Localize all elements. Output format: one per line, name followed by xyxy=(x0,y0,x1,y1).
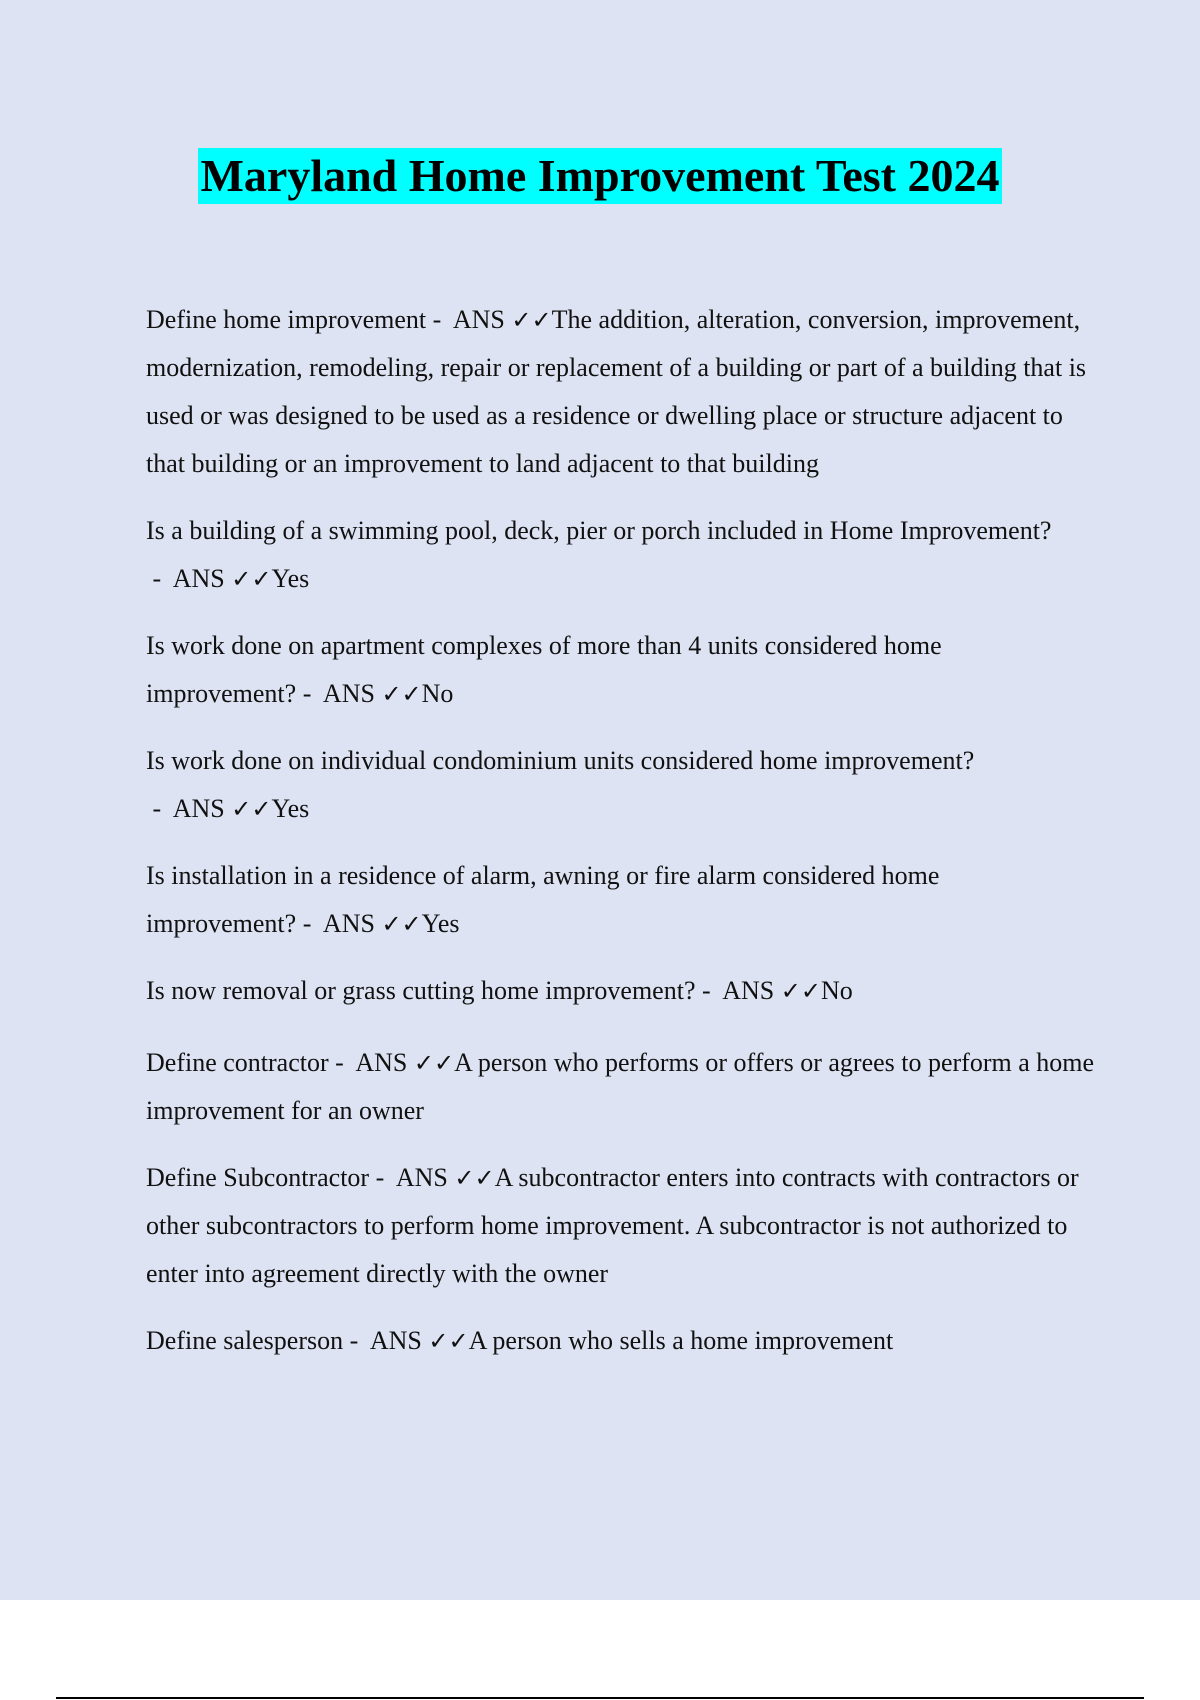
double-check-icon: ✓✓ xyxy=(428,1327,469,1355)
qa-item xyxy=(146,852,1096,948)
question-text: Is a building of a swimming pool, deck, pier or porch included in Home Improvement? xyxy=(146,516,1052,545)
double-check-icon: ✓✓ xyxy=(381,910,422,938)
answer-text: A subcontractor enters into contracts with contractors or other subcontractors to perform home improvement. A subcontractor is not authorized to enter into agreement directly with the owner xyxy=(146,1163,1079,1288)
question-text: Is installation in a residence of alarm, awning or fire alarm considered home improvement? xyxy=(146,861,940,938)
qa-item xyxy=(146,507,1096,603)
qa-item xyxy=(146,737,1096,833)
answer-label: - ANS xyxy=(296,679,382,708)
question-text: Define salesperson xyxy=(146,1326,344,1355)
qa-item xyxy=(146,1317,1096,1365)
double-check-icon: ✓✓ xyxy=(413,1049,455,1077)
question-text: Is now removal or grass cutting home improvement? xyxy=(146,976,696,1005)
answer-text: The addition, alteration, conversion, improvement, modernization, remodeling, repair or replacement of a building or part of a building that is used or was designed to be used as a residence or dwelling place or structure adjacent to that building or an improvement to land adjacent to that building xyxy=(146,305,1087,478)
answer-label: - ANS xyxy=(146,564,232,593)
answer-text: Yes xyxy=(421,909,460,938)
question-text: Define home improvement xyxy=(146,305,427,334)
answer-text: No xyxy=(820,976,853,1005)
answer-label: - ANS xyxy=(426,305,512,334)
answer-text: A person who sells a home improvement xyxy=(468,1326,894,1355)
answer-label: - ANS xyxy=(343,1326,429,1355)
qa-list xyxy=(146,296,1096,1384)
document-title: Maryland Home Improvement Test 2024 xyxy=(198,148,1001,204)
answer-text: Yes xyxy=(271,794,310,823)
qa-item xyxy=(146,1039,1096,1135)
answer-text: Yes xyxy=(271,564,310,593)
double-check-icon: ✓✓ xyxy=(231,565,272,593)
double-check-icon: ✓✓ xyxy=(780,977,821,1005)
footer-divider xyxy=(56,1697,1144,1699)
answer-text: A person who performs or offers or agrees to perform a home improvement for an owner xyxy=(146,1048,1095,1125)
answer-label: - ANS xyxy=(296,909,382,938)
answer-label: - ANS xyxy=(369,1163,455,1192)
title-wrapper xyxy=(0,148,1200,204)
question-text: Define contractor xyxy=(146,1048,329,1077)
qa-item xyxy=(146,1154,1096,1298)
answer-label: - ANS xyxy=(328,1048,414,1077)
answer-label: - ANS xyxy=(146,794,232,823)
double-check-icon: ✓✓ xyxy=(231,795,272,823)
answer-label: - ANS xyxy=(695,976,781,1005)
answer-text: No xyxy=(421,679,454,708)
double-check-icon: ✓✓ xyxy=(511,306,552,334)
qa-item xyxy=(146,967,1096,1015)
double-check-icon: ✓✓ xyxy=(381,680,422,708)
question-text: Define Subcontractor xyxy=(146,1163,370,1192)
qa-item xyxy=(146,622,1096,718)
question-text: Is work done on individual condominium units considered home improvement? xyxy=(146,746,975,775)
qa-item xyxy=(146,296,1096,488)
question-text: Is work done on apartment complexes of more than 4 units considered home improvement? xyxy=(146,631,942,708)
double-check-icon: ✓✓ xyxy=(454,1164,495,1192)
